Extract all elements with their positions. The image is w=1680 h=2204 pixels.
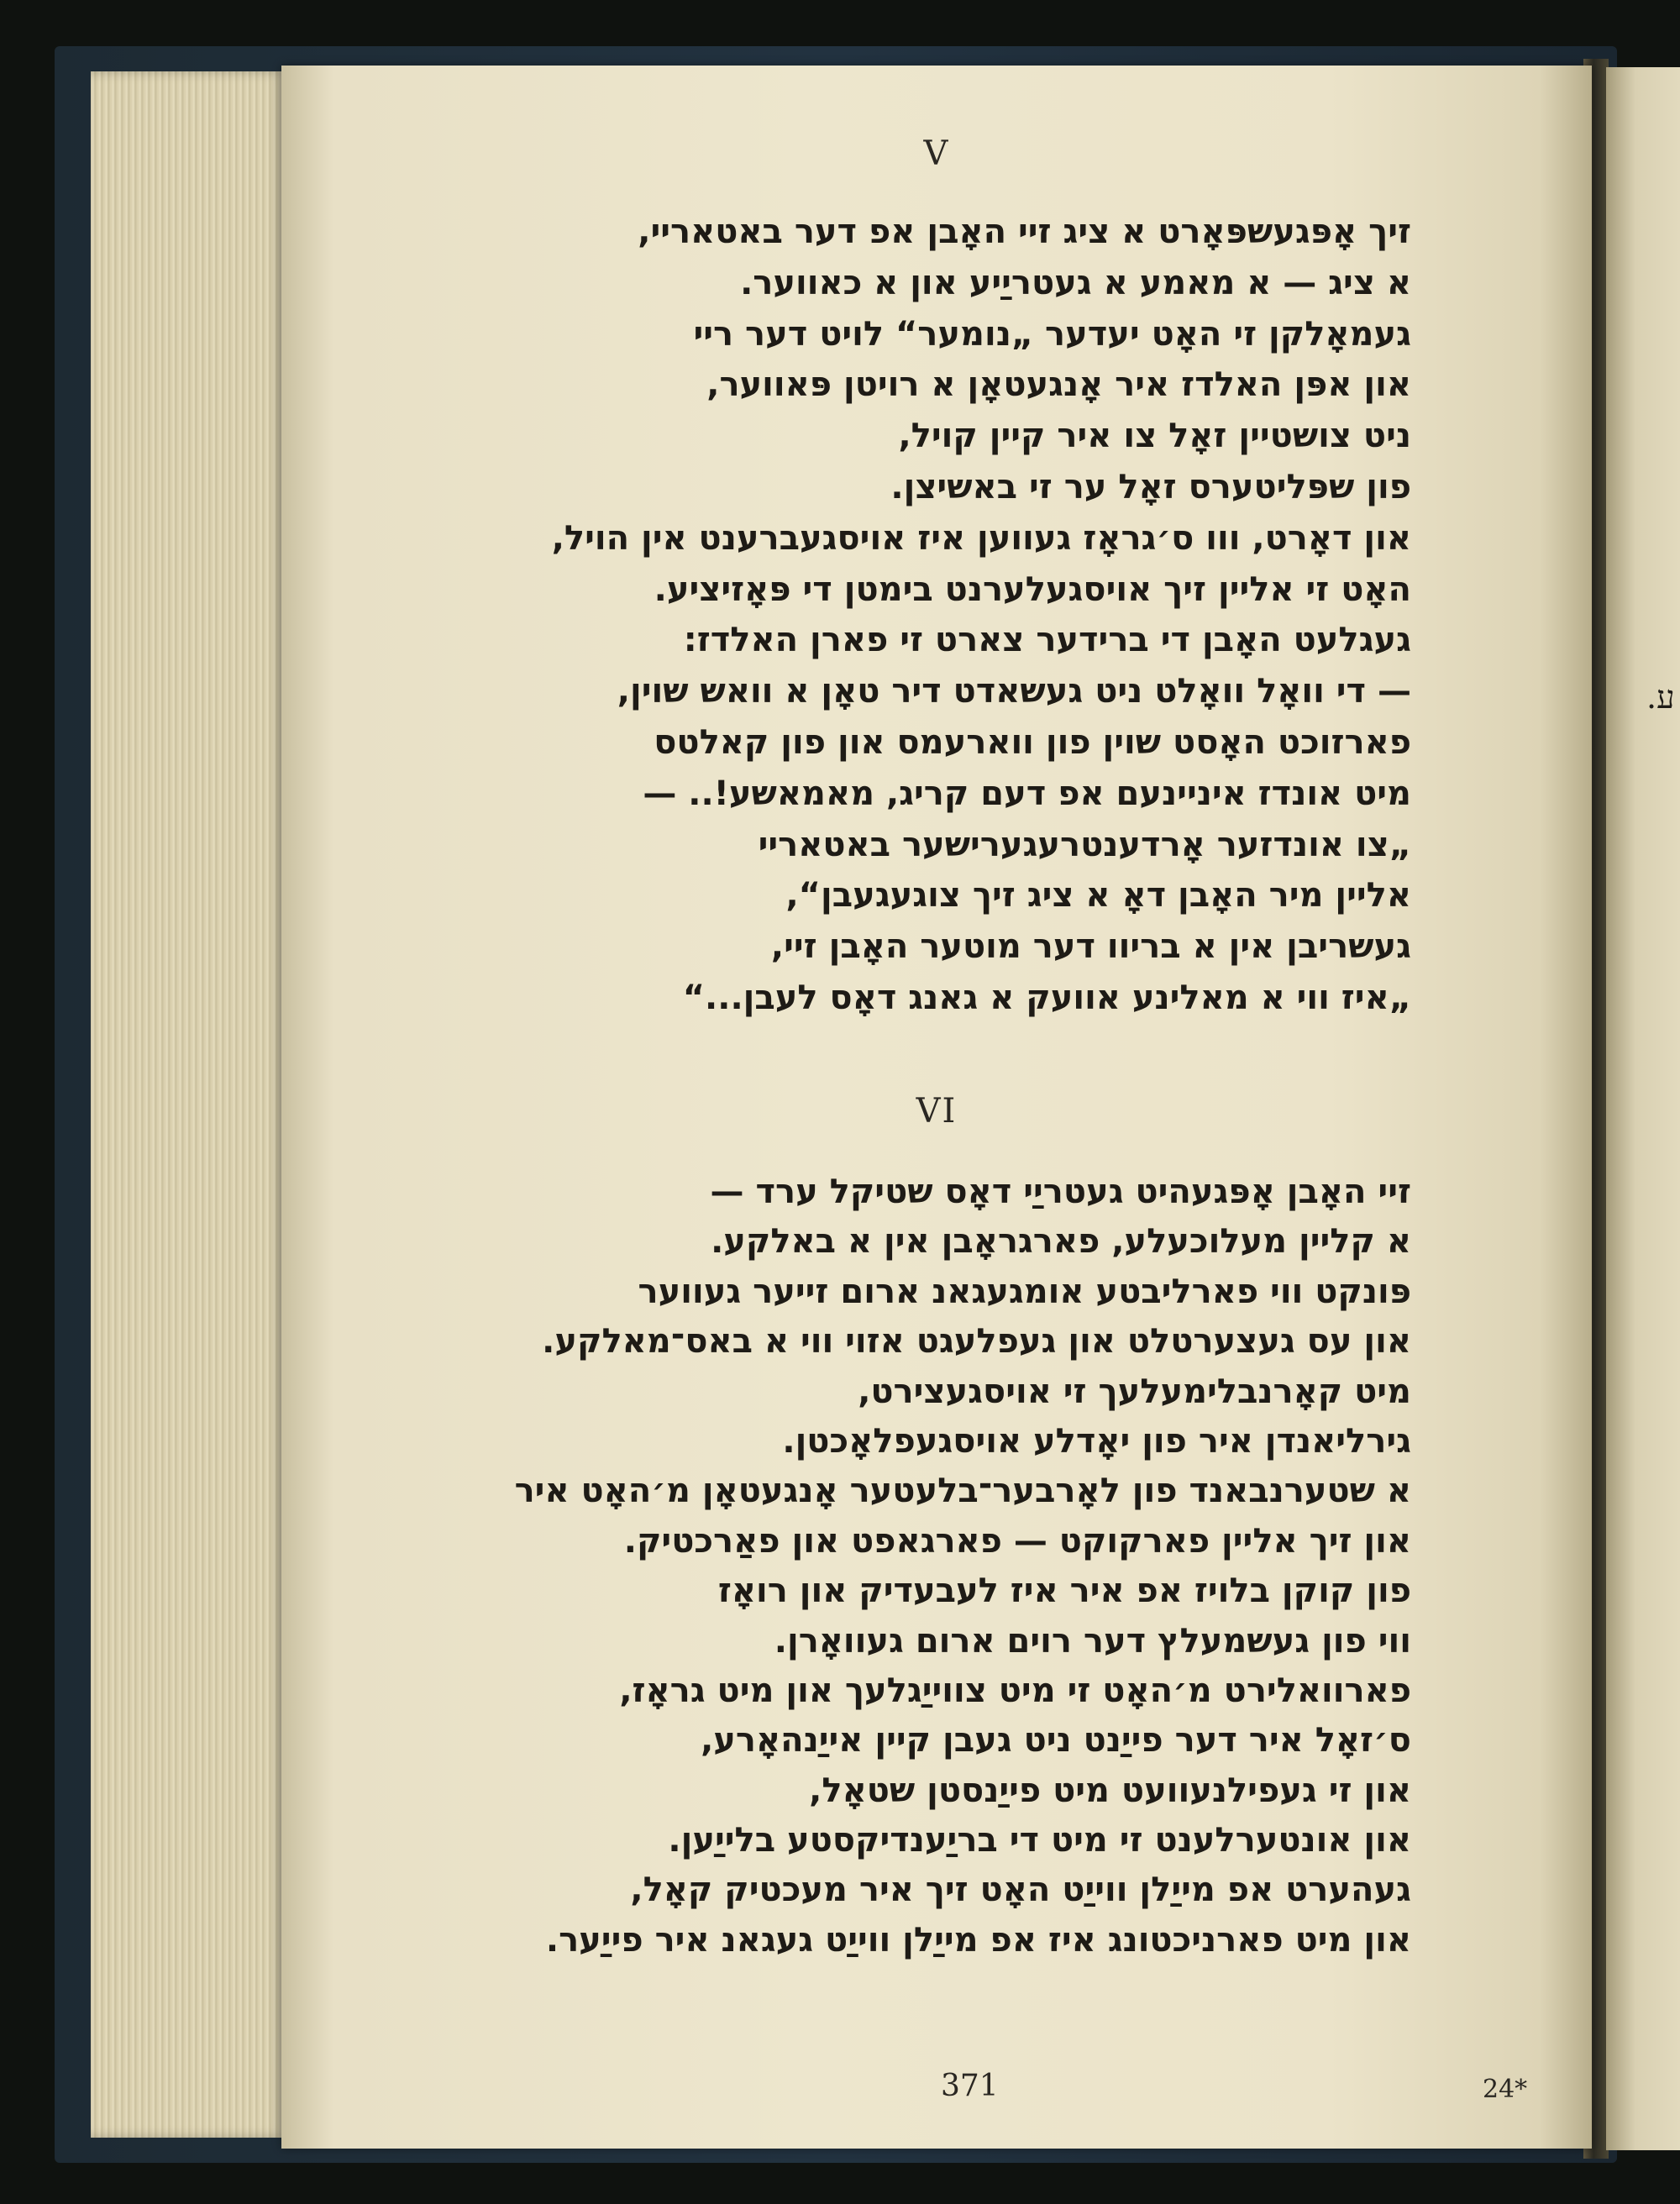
stanza-vi xyxy=(403,1168,1411,1965)
poem-line: מיט קאָרנבלימעלעך זי אויסגעצירט, xyxy=(858,1372,1411,1411)
poem-line: געשריבן אין א בריוו דער מוטער האָבן זיי, xyxy=(770,927,1411,967)
poem-line: פארוואלירט מ׳האָט זי מיט צווייַגלעך און מיט גראָז, xyxy=(619,1671,1411,1710)
poem-line: געמאָלקן זי האָט יעדער „נומער“ לויט דער ריי xyxy=(693,314,1411,354)
poem-line: און עס געצערטלט און געפלעגט אזוי ווי א באס־מאלקע. xyxy=(542,1322,1411,1362)
poem-line: האָט זי אליין זיך אויסגעלערנט בימטן די פּאָזיציע. xyxy=(654,569,1411,609)
poem-line: און דאָרט, ווו ס׳גראָז געווען איז אויסגעברענט אין הויל, xyxy=(551,518,1411,558)
signature-mark: 24* xyxy=(1483,2075,1528,2104)
facing-page xyxy=(1606,67,1680,2150)
poem-line: געהערט אפ מייַלן ווייַט האָט זיך איר מעכטיק קאָל, xyxy=(630,1871,1411,1910)
poem-line: ווי פון געשמעלץ דער רוים ארום געוואָרן. xyxy=(774,1621,1411,1661)
stanza-v xyxy=(403,207,1411,1024)
section-heading-v: V xyxy=(923,134,950,173)
poem-line: פארזוכט האָסט שוין פון ווארעמס און פון קאלטס xyxy=(654,722,1411,762)
poem-line: און זיך אליין פארקוקט — פארגאפט און פאַרכטיק. xyxy=(623,1521,1411,1561)
page-edges xyxy=(91,71,286,2138)
poem-line: א שטערנבאנד פון לאָרבער־בלעטער אָנגעטאָן מ׳האָט איר xyxy=(514,1472,1411,1511)
poem-line: זיי האָבן אָפּגעהיט געטריַי דאָס שטיקל ערד — xyxy=(710,1173,1411,1211)
poem-line: גירליאנדן איר פון יאָדלע אויסגעפלאָכטן. xyxy=(782,1421,1411,1461)
poem-line: „איז ווי א מאלינע אוועק א גאנג דאָס לעבן...“ xyxy=(682,978,1411,1017)
poem-line: ניט צושטיין זאָל צו איר קיין קויל, xyxy=(898,417,1411,456)
page-number: 371 xyxy=(941,2069,999,2103)
poem-line: אליין מיר האָבן דאָ א ציג זיך צוגעגעבן“, xyxy=(785,876,1411,916)
poem-line: און זי געפילנעוועט מיט פייַנסטן שטאָל, xyxy=(809,1771,1411,1810)
poem-line: פון שפּליטערס זאָל ער זי באשיצן. xyxy=(890,467,1411,506)
poem-line: מיט אונדז איניינעם אפ דעם קריג, מאמאשע!.. — xyxy=(643,774,1411,813)
poem-line: און מיט פארניכטונג איז אפ מייַלן ווייַט געגאנ איר פייַער. xyxy=(545,1920,1411,1960)
poem-line: א קליין מעלוכעלע, פארגראָבן אין א באלקע. xyxy=(711,1222,1411,1262)
poem-line: זיך אָפּגעשפּאָרט א ציג זיי האָבן אפ דער באטאריי, xyxy=(638,213,1411,251)
poem-line: ס׳זאָל איר דער פייַנט ניט געבן קיין אייַנהאָרע, xyxy=(701,1721,1411,1761)
poem-line: און אפּן האלדז איר אָנגעטאָן א רויטן פּאווער, xyxy=(706,365,1411,405)
poem-line: פּונקט ווי פארליבטע אומגעגאנ ארום זייער געווער xyxy=(638,1272,1411,1311)
poem-line: „צו אונדזער אָרדענטרעגערישער באטאריי xyxy=(758,825,1411,864)
poem-line: פון קוקן בלויז אפ איר איז לעבעדיק און רואָז xyxy=(717,1572,1411,1611)
poem-line: — די וואָל וואָלט ניט געשאדט דיר טאָן א וואש שוין, xyxy=(617,672,1411,711)
poem-line: און אונטערלענט זי מיט די בריַענדיקסטע בלייַען. xyxy=(668,1821,1411,1860)
poem-line: געגלעט האָבן די ברידער צארט זי פארן האלדז: xyxy=(683,621,1411,660)
facing-page-fragment: ע. xyxy=(1646,679,1675,716)
section-heading-vi: VI xyxy=(916,1092,958,1131)
poem-line: א ציג — א מאמע א געטריַיע און א כאווער. xyxy=(740,263,1411,302)
book-page xyxy=(281,66,1592,2149)
